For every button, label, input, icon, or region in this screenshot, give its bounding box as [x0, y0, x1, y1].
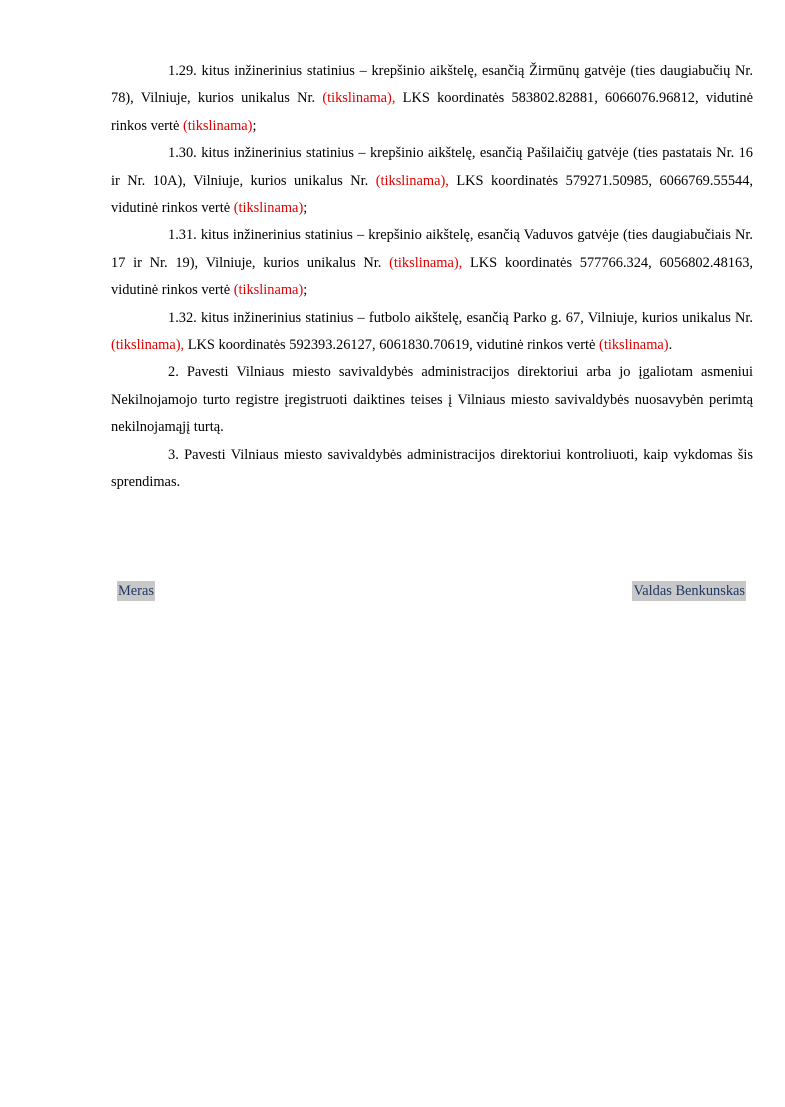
signatory-title: Meras	[118, 583, 154, 599]
item-text: LKS koordinatės 583802.82881, 6066076.96812, vidutinė rinkos vertė	[111, 90, 753, 134]
placeholder-unique-number: (tikslinama),	[375, 172, 449, 189]
placeholder-market-value: (tikslinama)	[233, 282, 304, 299]
item-text: kitus inžinerinius statinius – krepšinio aikštelę, esančią Pašilaičių gatvėje (ties pastatais Nr. 16 ir Nr. 10A), Vilniuje, kurios unikalus Nr.	[111, 145, 753, 189]
item-punctuation: ;	[303, 200, 308, 217]
item-text: kitus inžinerinius statinius – krepšinio aikštelę, esančią Vaduvos gatvėje (ties daugiabučiais Nr. 17 ir Nr. 19), Vilniuje, kurios unikalus Nr.	[111, 227, 753, 271]
item-1-32	[111, 305, 753, 360]
paragraph-3: 3. Pavesti Vilniaus miesto savivaldybės administracijos direktoriui kontroliuoti, kaip vykdomas šis sprendimas.	[111, 446, 753, 491]
signature-block	[0, 581, 785, 603]
item-text: LKS koordinatės 579271.50985, 6066769.55544, vidutinė rinkos vertė	[111, 172, 754, 217]
item-text: kitus inžinerinius statinius – krepšinio aikštelę, esančią Žirmūnų gatvėje (ties daugiabučių Nr. 78), Vilniuje, kurios unikalus Nr.	[111, 63, 753, 107]
item-text: LKS koordinatės 592393.26127, 6061830.70619, vidutinė rinkos vertė	[184, 337, 600, 354]
item-number: 1.29.	[168, 63, 197, 79]
document-body	[111, 58, 753, 497]
placeholder-market-value: (tikslinama)	[233, 200, 304, 217]
item-1-29	[111, 58, 753, 140]
placeholder-unique-number: (tikslinama),	[389, 254, 463, 271]
item-punctuation: .	[668, 337, 673, 354]
item-1-31	[111, 222, 753, 304]
item-text: kitus inžinerinius statinius – futbolo aikštelę, esančią Parko g. 67, Vilniuje, kurios unikalus Nr.	[196, 309, 753, 326]
signatory-name: Valdas Benkunskas	[633, 583, 745, 599]
placeholder-unique-number: (tikslinama),	[322, 90, 396, 107]
item-punctuation: ;	[252, 117, 257, 134]
item-text: LKS koordinatės 577766.324, 6056802.48163, vidutinė rinkos vertė	[111, 254, 753, 299]
placeholder-market-value: (tikslinama)	[182, 117, 253, 134]
placeholder-market-value: (tikslinama)	[599, 337, 669, 354]
item-1-30	[111, 140, 753, 222]
item-number: 1.32.	[168, 309, 197, 326]
item-number: 1.31.	[168, 227, 197, 244]
placeholder-unique-number: (tikslinama),	[111, 337, 185, 354]
item-number: 1.30.	[168, 145, 197, 162]
item-punctuation: ;	[303, 282, 308, 299]
paragraph-2: 2. Pavesti Vilniaus miesto savivaldybės administracijos direktoriui arba jo įgaliotam asmeniui Nekilnojamojo turto registre įregistruoti daiktines teises į Vilniaus miesto savivaldybės nuosavybėn perimtą nekilnojamąjį turtą.	[111, 364, 753, 436]
